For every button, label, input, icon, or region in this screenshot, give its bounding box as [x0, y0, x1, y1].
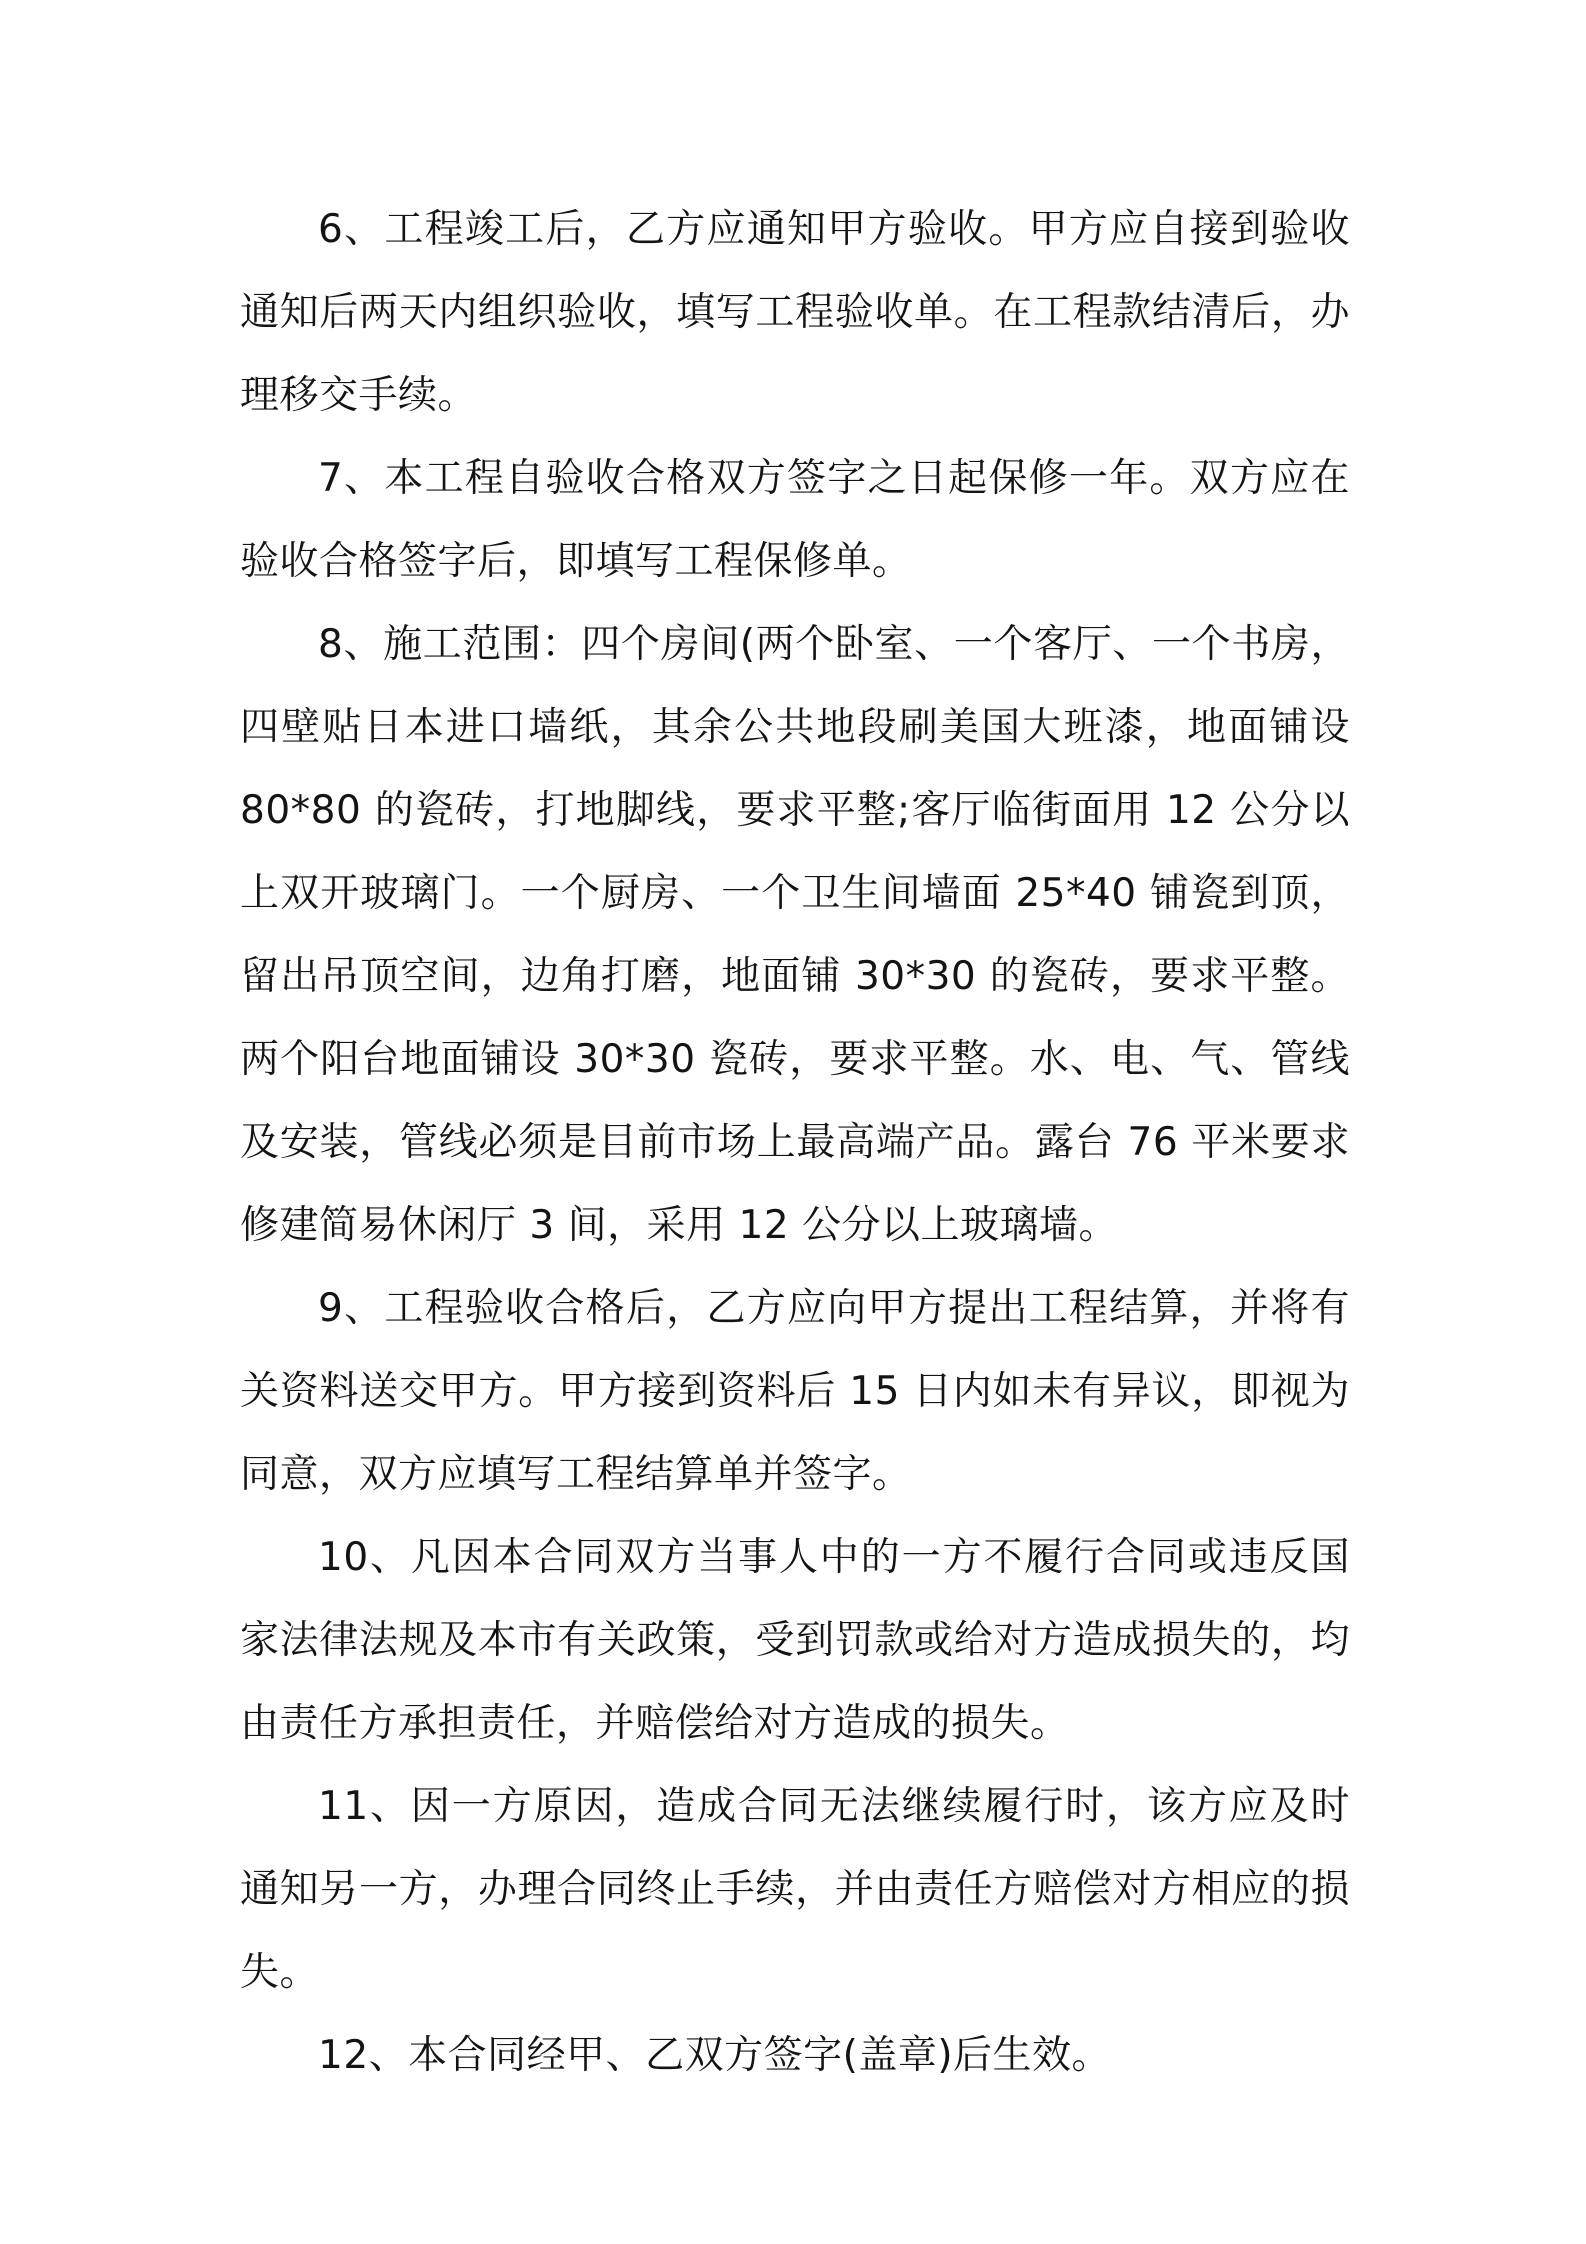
clause-9: 9、工程验收合格后，乙方应向甲方提出工程结算，并将有关资料送交甲方。甲方接到资料后 15 日内如未有异议，即视为同意，双方应填写工程结算单并签字。: [240, 1286, 1350, 1497]
clause-8: 8、施工范围：四个房间(两个卧室、一个客厅、一个书房，四壁贴日本进口墙纸，其余公共地段刷美国大班漆，地面铺设80*80 的瓷砖，打地脚线，要求平整;客厅临街面用 12 公分以上双开玻璃门。一个厨房、一个卫生间墙面 25*40 铺瓷到顶，留出吊顶空间，边角打磨，地面铺 30*30 的瓷砖，要求平整。两个阳台地面铺设 30*30 瓷砖，要求平整。水、电、气、管线及安装，管线必须是目前市场上最高端产品。露台 76 平米要求修建简易休闲厅 3 间，采用 12 公分以上玻璃墙。: [240, 622, 1350, 1248]
document-body: [240, 188, 1350, 2097]
clause-7: 7、本工程自验收合格双方签字之日起保修一年。双方应在验收合格签字后，即填写工程保修单。: [240, 456, 1350, 584]
clause-11: 11、因一方原因，造成合同无法继续履行时，该方应及时通知另一方，办理合同终止手续，并由责任方赔偿对方相应的损失。: [240, 1784, 1350, 1995]
clause-6: 6、工程竣工后，乙方应通知甲方验收。甲方应自接到验收通知后两天内组织验收，填写工程验收单。在工程款结清后，办理移交手续。: [240, 207, 1350, 418]
clause-12: 12、本合同经甲、乙双方签字(盖章)后生效。: [318, 2033, 1112, 2078]
clause-10: 10、凡因本合同双方当事人中的一方不履行合同或违反国家法律法规及本市有关政策，受到罚款或给对方造成损失的，均由责任方承担责任，并赔偿给对方造成的损失。: [240, 1535, 1350, 1746]
